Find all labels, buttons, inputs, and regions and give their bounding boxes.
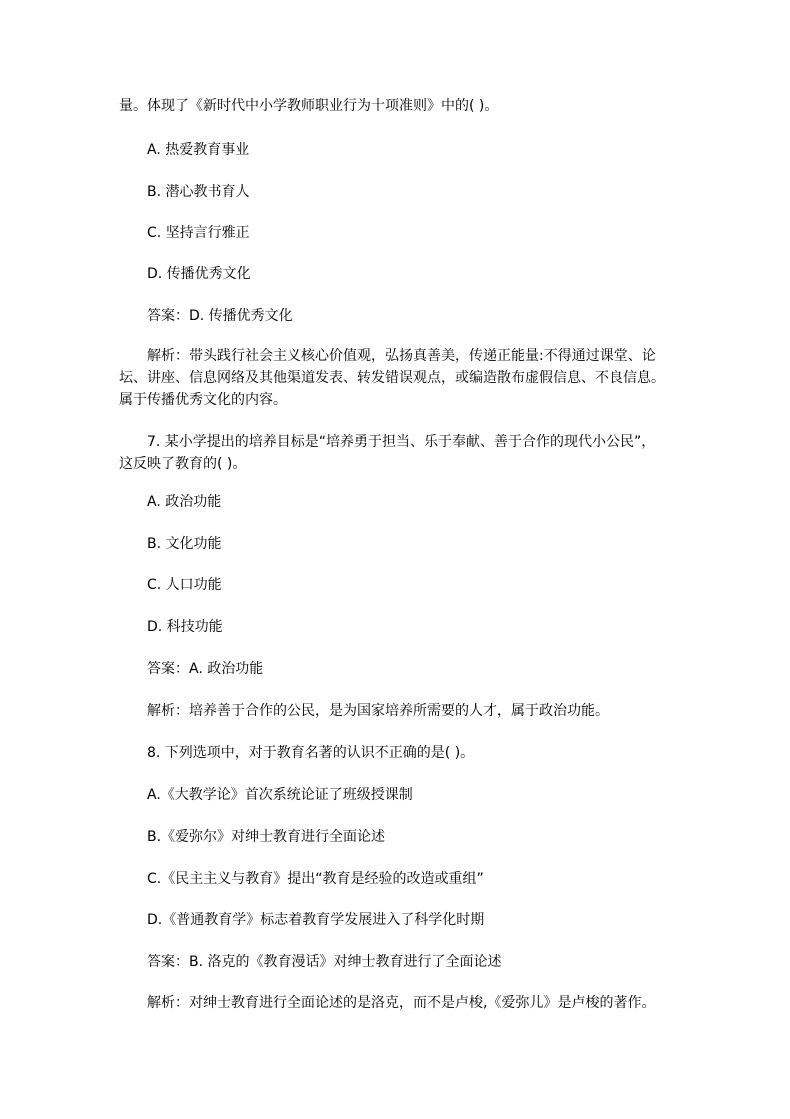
q7-answer: 答案：A. 政治功能 — [147, 661, 264, 677]
q8-option-d: D.《普通教育学》标志着教育学发展进入了科学化时期 — [147, 912, 485, 928]
q6-option-d: D. 传播优秀文化 — [147, 266, 251, 282]
q7-stem-line2: 这反映了教育的( )。 — [119, 456, 247, 472]
q6-explanation-line2: 坛、讲座、信息网络及其他渠道发表、转发错误观点，或编造散布虚假信息、不良信息。 — [119, 370, 665, 386]
q8-option-c: C.《民主主义与教育》提出“教育是经验的改造或重组” — [147, 871, 484, 887]
q7-option-c: C. 人口功能 — [147, 577, 222, 593]
q6-explanation-line3: 属于传播优秀文化的内容。 — [119, 392, 287, 408]
q7-stem-line1: 7. 某小学提出的培养目标是“培养勇于担当、乐于奉献、善于合作的现代小公民”， — [147, 434, 656, 450]
q7-explanation: 解析：培养善于合作的公民，是为国家培养所需要的人才，属于政治功能。 — [147, 703, 609, 719]
q6-explanation-line1: 解析：带头践行社会主义核心价值观，弘扬真善美，传递正能量:不得通过课堂、论 — [147, 348, 656, 364]
q6-option-b: B. 潜心教书育人 — [147, 184, 250, 200]
q6-answer: 答案：D. 传播优秀文化 — [147, 308, 293, 324]
q7-option-a: A. 政治功能 — [147, 494, 222, 510]
q8-option-b: B.《爱弥尔》对绅士教育进行全面论述 — [147, 829, 386, 845]
q8-option-a: A.《大教学论》首次系统论证了班级授课制 — [147, 787, 413, 803]
q8-explanation: 解析：对绅士教育进行全面论述的是洛克，而不是卢梭,《爱弥儿》是卢梭的著作。 — [147, 995, 656, 1011]
q7-option-d: D. 科技功能 — [147, 619, 223, 635]
q8-answer: 答案：B. 洛克的《教育漫话》对绅士教育进行了全面论述 — [147, 954, 502, 970]
q7-option-b: B. 文化功能 — [147, 536, 222, 552]
question-6-stem-end: 量。体现了《新时代中小学教师职业行为十项准则》中的( )。 — [119, 98, 499, 114]
q8-stem: 8. 下列选项中，对于教育名著的认识不正确的是( )。 — [147, 745, 475, 761]
q6-option-c: C. 坚持言行雅正 — [147, 225, 250, 241]
q6-option-a: A. 热爱教育事业 — [147, 142, 250, 158]
